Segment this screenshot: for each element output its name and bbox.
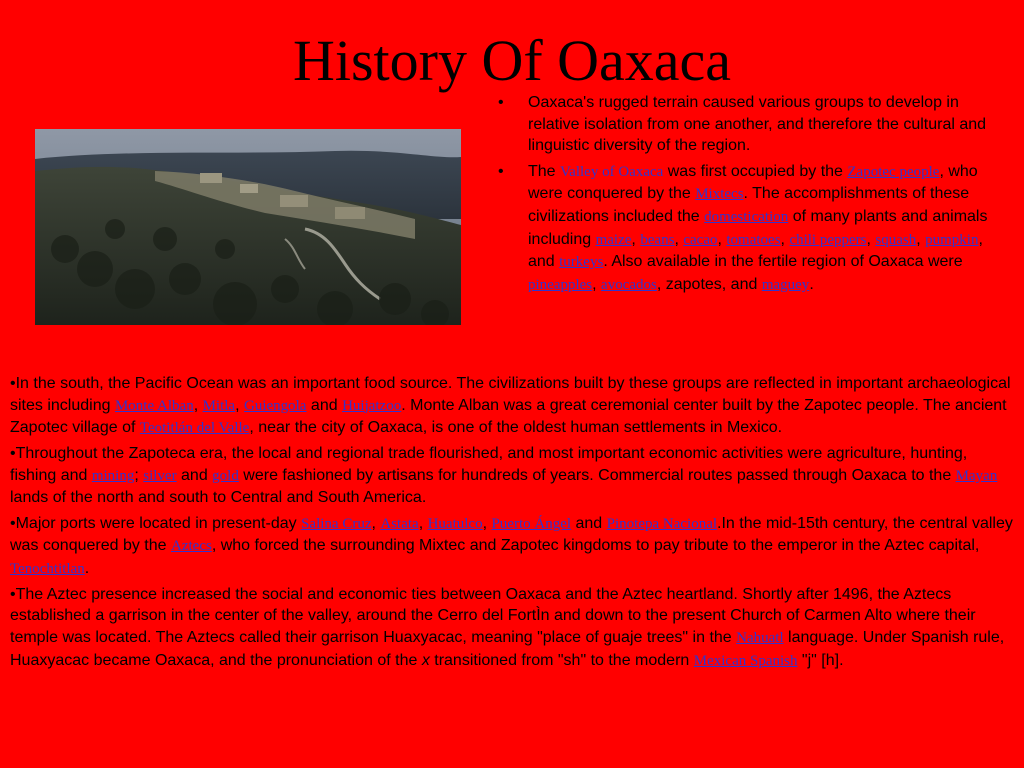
bullet-dot: • [498, 162, 504, 180]
text-run: , [631, 230, 641, 248]
text-run: . [809, 275, 814, 293]
text-run: and [176, 466, 213, 484]
text-run: , and [528, 230, 983, 271]
wiki-link[interactable]: avocados [601, 276, 657, 293]
wiki-link[interactable]: Nahuatl [736, 630, 784, 647]
wiki-link[interactable]: mining [91, 467, 135, 484]
text-run: , who were conquered by the [528, 162, 978, 203]
text-run: of many plants and animals including [528, 207, 988, 248]
wiki-link[interactable]: Salina Cruz [301, 515, 372, 532]
text-run: , [418, 514, 428, 532]
text-run: were fashioned by artisans for hundreds of years. Commercial routes passed through Oaxaca to the [238, 466, 956, 484]
bullet-item [498, 92, 998, 157]
wiki-link[interactable]: Tenochtitlan [10, 560, 85, 577]
text-run: was first occupied by the [663, 162, 848, 180]
text-run: , who forced the surrounding Mixtec and Zapotec kingdoms to pay tribute to the emperor in the Aztec capital, [211, 537, 980, 555]
wiki-link[interactable]: Mitla [202, 397, 236, 414]
wiki-link[interactable]: domestication [704, 208, 789, 225]
wiki-link[interactable]: Pinotepa Nacional [606, 515, 718, 532]
bullet-list [498, 92, 998, 300]
text-run: , [193, 396, 203, 414]
text-run: . [84, 559, 90, 577]
wiki-link[interactable]: gold [212, 467, 239, 484]
history-paragraph [10, 584, 1015, 672]
monte-alban-photo [35, 129, 461, 325]
history-text [10, 373, 1015, 676]
text-run: transitioned from "sh" to the modern [429, 651, 694, 669]
wiki-link[interactable]: maize [595, 231, 632, 248]
text-run: , [371, 514, 381, 532]
wiki-link[interactable]: tomatoes [726, 231, 781, 248]
text-run: language. Under Spanish rule, Huaxyacac became Oaxaca, and the pronunciation of the [10, 629, 1005, 669]
italic-text: x [421, 651, 430, 669]
history-paragraph [10, 443, 1015, 509]
text-run: , [482, 514, 492, 532]
wiki-link[interactable]: chili peppers [789, 231, 867, 248]
text-run: , [916, 230, 926, 248]
text-run: , [717, 230, 727, 248]
text-run: , [674, 230, 684, 248]
bullet-item [498, 161, 998, 297]
text-run: •Throughout the Zapoteca era, the local and regional trade flourished, and most important economic activities were agriculture, hunting, fishing and [10, 445, 968, 484]
text-run: and [306, 396, 343, 414]
text-run: ; [134, 466, 144, 484]
text-run: •The Aztec presence increased the social and economic ties between Oaxaca and the Aztec heartland. Shortly after 1496, the Aztecs established a garrison in the center of the valley, around the Cerro del FortÌn and down to the present Church of Carmen Alto where their temple was located. The Aztecs called their garrison Huaxyacac, meaning "place of guaje trees" in the [10, 585, 976, 647]
text-run: .In the mid-15th century, the central valley was conquered by the [10, 514, 1013, 555]
wiki-link[interactable]: Huijatzoo [342, 397, 402, 414]
text-run: , [866, 230, 876, 248]
text-run: . Also available in the fertile region of Oaxaca were [603, 253, 963, 271]
text-run: , [235, 396, 244, 414]
wiki-link[interactable]: maguey [761, 276, 810, 293]
wiki-link[interactable]: pumpkin [925, 231, 979, 248]
wiki-link[interactable]: Mayan [955, 467, 998, 484]
wiki-link[interactable]: Astata [380, 515, 419, 532]
wiki-link[interactable]: turkeys [559, 254, 604, 271]
text-run: lands of the north and south to Central and South America. [10, 489, 427, 507]
wiki-link[interactable]: beans [640, 231, 675, 248]
text-run: , [780, 230, 790, 248]
wiki-link[interactable]: Aztecs [171, 538, 212, 555]
wiki-link[interactable]: silver [143, 467, 177, 484]
wiki-link[interactable]: squash [875, 231, 917, 248]
wiki-link[interactable]: pineapples [528, 276, 593, 293]
text-run: •In the south, the Pacific Ocean was an important food source. The civilizations built by these groups are reflected in important archaeological sites including [10, 375, 1011, 414]
wiki-link[interactable]: Mixtecs [695, 186, 744, 203]
bullet-dot: • [498, 94, 504, 111]
text-run: , [592, 275, 602, 293]
text-run: . The accomplishments of these civilizations included the [528, 185, 970, 225]
text-run: "j" [h]. [797, 651, 844, 669]
wiki-link[interactable]: Monte Alban [114, 397, 194, 414]
wiki-link[interactable]: Mexican Spanish [693, 652, 798, 669]
text-run: Oaxaca's rugged terrain caused various groups to develop in relative isolation from one another, and therefore the cultural and linguistic diversity of the region. [528, 94, 987, 155]
wiki-link[interactable]: Zapotec people [847, 163, 940, 180]
wiki-link[interactable]: cacao [683, 231, 718, 248]
text-run: , near the city of Oaxaca, is one of the oldest human settlements in Mexico. [249, 419, 783, 437]
wiki-link[interactable]: Guiengola [243, 397, 307, 414]
wiki-link[interactable]: Huatulco [427, 515, 483, 532]
text-run: The [528, 162, 561, 180]
text-run: •Major ports were located in present-day [10, 514, 302, 532]
wiki-link[interactable]: Puerto Ángel [491, 515, 572, 532]
wiki-link[interactable]: Teotitlán del Valle [139, 420, 250, 437]
text-run: . Monte Alban was a great ceremonial center built by the Zapotec people. The ancient Zapotec village of [10, 396, 1007, 437]
history-paragraph [10, 373, 1015, 440]
slide-title: History Of Oaxaca [292, 28, 732, 93]
text-run: and [571, 514, 607, 532]
text-run: , zapotes, and [656, 275, 762, 293]
history-paragraph [10, 513, 1015, 581]
highlighted-term: Valley of Oaxaca [560, 163, 664, 180]
